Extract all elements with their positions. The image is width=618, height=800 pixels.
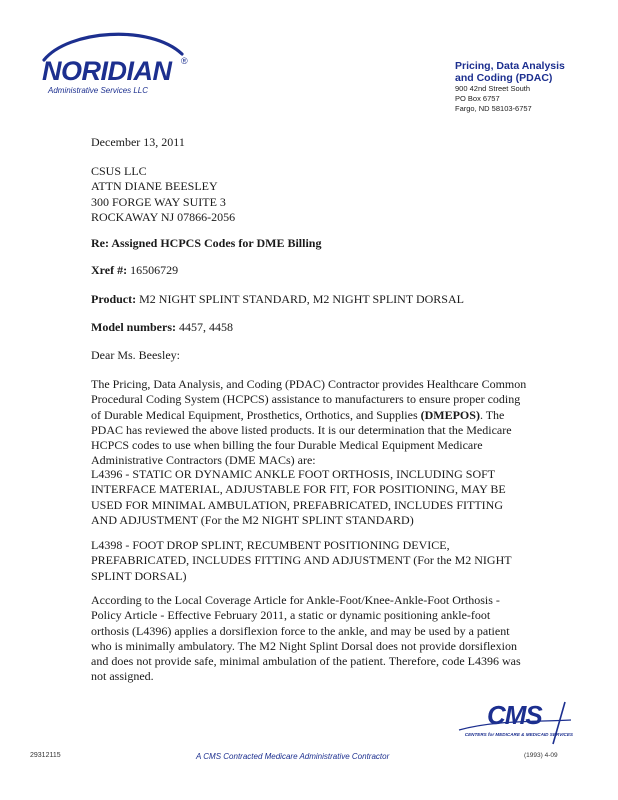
- cms-wordmark: CMS: [487, 700, 542, 730]
- recipient-line: 300 FORGE WAY SUITE 3: [91, 194, 226, 209]
- model-line: [91, 320, 531, 335]
- intro-bold-acronym: (DMEPOS): [420, 407, 480, 422]
- contractor-name-line1: Pricing, Data Analysis: [455, 60, 565, 72]
- registered-mark: ®: [181, 56, 188, 66]
- model-label: Model numbers:: [91, 320, 176, 334]
- recipient-address: [91, 164, 531, 225]
- xref-label: Xref #:: [91, 263, 128, 277]
- closing-paragraph: According to the Local Coverage Article for Ankle-Foot/Knee-Ankle-Foot Orthosis - Policy Article - Effective February 2011, a static or dynamic positioning ankle-foot orthosis (L4396) applies a dorsiflexion force to the ankle, and may be used by a patient who is minimally ambulatory. The M2 Night Splint Dorsal does not provide dorsiflexion and does not provide safe, minimal ambulation of the patient. Therefore, code L4396 was not assigned.: [91, 593, 521, 684]
- salutation: Dear Ms. Beesley:: [91, 348, 180, 362]
- product-line: [91, 292, 531, 307]
- contractor-city: Fargo, ND 58103-6757: [455, 104, 532, 113]
- subject-line: [91, 236, 531, 251]
- intro-text-1: The Pricing, Data Analysis, and Coding (PDAC) Contractor provides Healthcare Common Procedural Coding System (HCPCS) assistance to manufacturers to ensure proper coding of Durable Medical Equipment, Prosthetics, Orthotics, and Supplies: [91, 377, 527, 422]
- recipient-line: CSUS LLC: [91, 164, 147, 178]
- letter-date: December 13, 2011: [91, 135, 185, 149]
- xref-value: 16506729: [130, 263, 179, 277]
- document-number: 29312115: [30, 752, 61, 759]
- contractor-address: [455, 60, 615, 114]
- logo-subtitle: Administrative Services LLC: [48, 86, 149, 95]
- cms-logo: [455, 700, 575, 746]
- xref-line: [91, 263, 531, 278]
- model-value: 4457, 4458: [179, 320, 233, 334]
- contractor-name-line2: and Coding (PDAC): [455, 72, 553, 84]
- product-label: Product:: [91, 292, 137, 306]
- code-l4398: L4398 - FOOT DROP SPLINT, RECUMBENT POSITIONING DEVICE, PREFABRICATED, INCLUDES FITTING AND ADJUSTMENT (For the M2 NIGHT SPLINT DORSAL): [91, 538, 512, 583]
- subject-text: Re: Assigned HCPCS Codes for DME Billing: [91, 236, 322, 250]
- cms-tagline: CENTERS for MEDICARE & MEDICAID SERVICES: [464, 732, 573, 737]
- code-l4396: L4396 - STATIC OR DYNAMIC ANKLE FOOT ORTHOSIS, INCLUDING SOFT INTERFACE MATERIAL, ADJUSTABLE FOR FIT, FOR POSITIONING, MAY BE USED FOR MINIMAL AMBULATION, PREFABRICATED, INCLUDES FITTING AND ADJUSTMENT (For the M2 NIGHT SPLINT STANDARD): [91, 467, 506, 527]
- form-code: (1993) 4-09: [524, 752, 558, 759]
- logo-wordmark: NORIDIAN: [42, 56, 172, 86]
- product-value: M2 NIGHT SPLINT STANDARD, M2 NIGHT SPLINT DORSAL: [139, 292, 464, 306]
- contractor-street: 900 42nd Street South: [455, 84, 531, 93]
- noridian-logo: [38, 26, 188, 98]
- contractor-po-box: PO Box 6757: [455, 94, 500, 103]
- footer-tagline: A CMS Contracted Medicare Administrative Contractor: [196, 752, 390, 761]
- recipient-line: ATTN DIANE BEESLEY: [91, 179, 218, 194]
- intro-paragraph: [91, 377, 531, 469]
- recipient-line: ROCKAWAY NJ 07866-2056: [91, 209, 236, 224]
- intro-text-2: . The PDAC has reviewed the above listed products. It is our determination that the Medicare HCPCS codes to use when billing the four Durable Medical Equipment Medicare Administrative Contractors (DME MACs) are:: [91, 407, 512, 468]
